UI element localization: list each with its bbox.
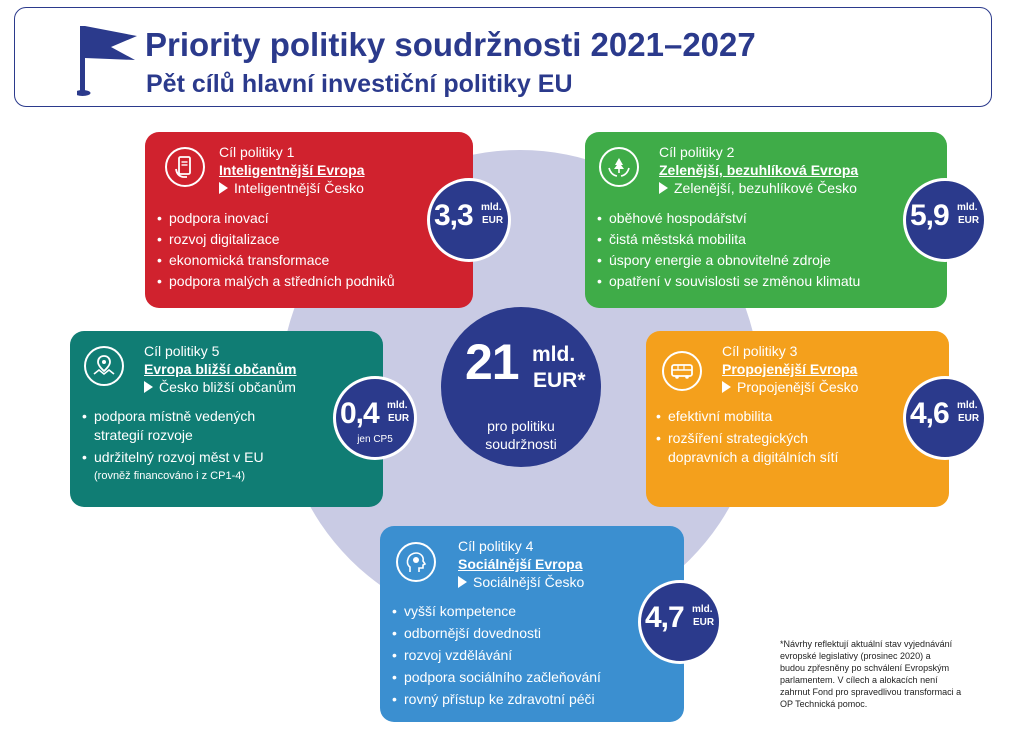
list-item: • rovný přístup ke zdravotní péči [392, 688, 601, 710]
amount-unit: mld. [481, 202, 502, 213]
amount-currency: EUR [958, 413, 980, 424]
play-triangle-icon [458, 576, 467, 588]
amount-currency: EUR [693, 617, 715, 628]
goal-label: Cíl politiky 2 [659, 144, 735, 160]
goal-note: (rovněž financováno i z CP1-4) [94, 470, 246, 482]
play-triangle-icon [659, 182, 668, 194]
goal-local: Inteligentnější Česko [219, 180, 364, 196]
goal-name: Inteligentnější Evropa [219, 162, 365, 178]
goal-bullets [597, 208, 860, 292]
footnote: *Návrhy reflektují aktuální stav vyjednávání evropské legislativy (prosinec 2020) a budou zpřesněny po schválení Evropským parlamentem. V cílech a alokacích není zahrnut Fond pro spravedlivou transformaci a OP Technická pomoc. [780, 639, 962, 709]
list-item: • opatření v souvislosti se změnou klimatu [597, 271, 860, 292]
list-item: • rozvoj vzdělávání [392, 644, 601, 666]
goal-card-2 [585, 132, 947, 308]
goal-bullets [157, 208, 395, 292]
amount-badge-4 [638, 580, 722, 664]
goal-bullets [392, 600, 601, 710]
map-pin-icon [84, 346, 124, 386]
head-lightbulb-icon [396, 542, 436, 582]
amount-value: 0,4 [340, 397, 379, 430]
goal-local: Sociálnější Česko [458, 574, 584, 590]
goal-local: Propojenější Česko [722, 379, 858, 395]
goal-label: Cíl politiky 1 [219, 144, 295, 160]
play-triangle-icon [144, 381, 153, 393]
amount-currency: EUR [388, 413, 410, 424]
amount-value: 3,3 [434, 199, 473, 232]
amount-unit: mld. [387, 400, 408, 411]
goal-label: Cíl politiky 3 [722, 343, 798, 359]
goal-label: Cíl politiky 4 [458, 538, 534, 554]
list-item: • rozvoj digitalizace [157, 229, 395, 250]
list-item: • rozšíření strategických dopravních a digitálních sítí [656, 429, 838, 467]
goal-bullets [656, 407, 838, 467]
play-triangle-icon [722, 381, 731, 393]
amount-unit: mld. [957, 400, 978, 411]
list-item: • podpora sociálního začleňování [392, 666, 601, 688]
amount-value: 4,7 [645, 601, 684, 634]
amount-badge-3 [903, 376, 987, 460]
flag-icon [77, 20, 141, 98]
list-item: • ekonomická transformace [157, 250, 395, 271]
bus-icon [662, 351, 702, 391]
list-item: • udržitelný rozvoj měst v EU [82, 448, 264, 467]
list-item: • vyšší kompetence [392, 600, 601, 622]
total-amount-unit: mld. [532, 343, 576, 366]
total-amount-caption: pro politiku soudržnosti [485, 418, 557, 452]
list-item: • čistá městská mobilita [597, 229, 860, 250]
goal-name: Zelenější, bezuhlíková Evropa [659, 162, 859, 178]
page-title: Priority politiky soudržnosti 2021–2027 [145, 26, 756, 63]
tree-hands-icon [599, 147, 639, 187]
goal-card-1 [145, 132, 473, 308]
play-triangle-icon [219, 182, 228, 194]
total-amount-value: 21 [465, 334, 519, 390]
header-box [14, 7, 992, 107]
goal-name: Sociálnější Evropa [458, 556, 583, 572]
goal-label: Cíl politiky 5 [144, 343, 220, 359]
amount-currency: EUR [958, 215, 980, 226]
amount-badge-1 [427, 178, 511, 262]
goal-name: Propojenější Evropa [722, 361, 858, 377]
goal-local: Česko bližší občanům [144, 379, 296, 395]
amount-unit: mld. [957, 202, 978, 213]
amount-badge-5 [333, 376, 417, 460]
amount-value: 4,6 [910, 397, 949, 430]
list-item: • podpora inovací [157, 208, 395, 229]
list-item: • úspory energie a obnovitelné zdroje [597, 250, 860, 271]
page-subtitle: Pět cílů hlavní investiční politiky EU [146, 70, 573, 98]
amount-unit: mld. [692, 604, 713, 615]
list-item: • efektivní mobilita [656, 407, 838, 426]
amount-note: jen CP5 [357, 434, 393, 445]
smartphone-hand-icon [165, 147, 205, 187]
total-amount-circle [441, 307, 601, 467]
amount-value: 5,9 [910, 199, 949, 232]
amount-badge-2 [903, 178, 987, 262]
goal-name: Evropa bližší občanům [144, 361, 297, 377]
list-item: • podpora malých a středních podniků [157, 271, 395, 292]
goal-local: Zelenější, bezuhlíkové Česko [659, 180, 857, 196]
total-amount-currency: EUR* [533, 369, 586, 392]
goal-bullets [82, 407, 264, 467]
list-item: • oběhové hospodářství [597, 208, 860, 229]
list-item: • odbornější dovednosti [392, 622, 601, 644]
list-item: • podpora místně vedených strategií rozvoje [82, 407, 264, 445]
amount-currency: EUR [482, 215, 504, 226]
